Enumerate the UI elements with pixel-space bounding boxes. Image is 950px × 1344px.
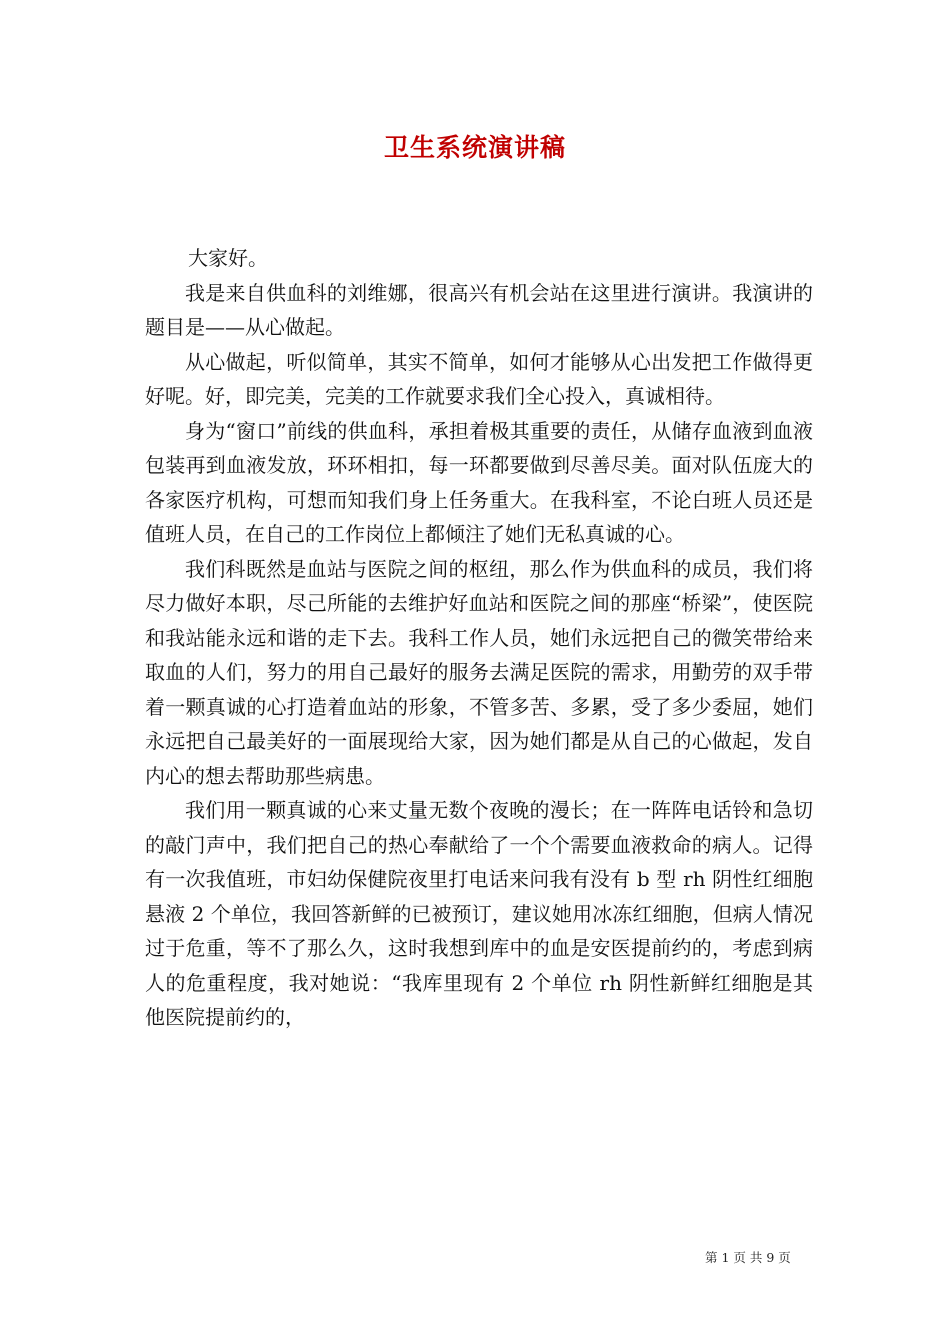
paragraph: 从心做起，听似简单，其实不简单，如何才能够从心出发把工作做得更好呢。好，即完美，完美的工作就要求我们全心投入，真诚相待。 [145, 349, 813, 408]
paragraph: 我们科既然是血站与医院之间的枢纽，那么作为供血科的成员，我们将尽力做好本职，尽己所能的去维护好血站和医院之间的那座“桥梁”，使医院和我站能永远和谐的走下去。我科工作人员，她们永远把自己的微笑带给来取血的人们，努力的用自己最好的服务去满足医院的需求，用勤劳的双手带着一颗真诚的心打造着血站的形象，不管多苦、多累，受了多少委屈，她们永远把自己最美好的一面展现给大家，因为她们都是从自己的心做起，发自内心的想去帮助那些病患。 [145, 556, 813, 788]
document-body [145, 241, 813, 1035]
paragraph: 身为“窗口”前线的供血科，承担着极其重要的责任，从储存血液到血液包装再到血液发放，环环相扣，每一环都要做到尽善尽美。面对队伍庞大的各家医疗机构，可想而知我们身上任务重大。在我科室，不论白班人员还是值班人员，在自己的工作岗位上都倾注了她们无私真诚的心。 [145, 418, 813, 546]
paragraph: 我们用一颗真诚的心来丈量无数个夜晚的漫长；在一阵阵电话铃和急切的敲门声中，我们把自己的热心奉献给了一个个需要血液救命的病人。记得有一次我值班，市妇幼保健院夜里打电话来问我有没有 b 型 rh 阴性红细胞悬液 2 个单位，我回答新鲜的已被预订，建议她用冰冻红细胞，但病人情况过于危重，等不了那么久，这时我想到库中的血是安医提前约的，考虑到病人的危重程度，我对她说：“我库里现有 2 个单位 rh 阴性新鲜红细胞是其他医院提前约的， [145, 798, 813, 1029]
page-number-footer: 第 1 页 共 9 页 [705, 1250, 791, 1265]
document-title: 卫生系统演讲稿 [383, 133, 566, 162]
paragraph-greeting: 大家好。 [188, 246, 268, 270]
paragraph: 我是来自供血科的刘维娜，很高兴有机会站在这里进行演讲。我演讲的题目是——从心做起。 [145, 280, 813, 339]
